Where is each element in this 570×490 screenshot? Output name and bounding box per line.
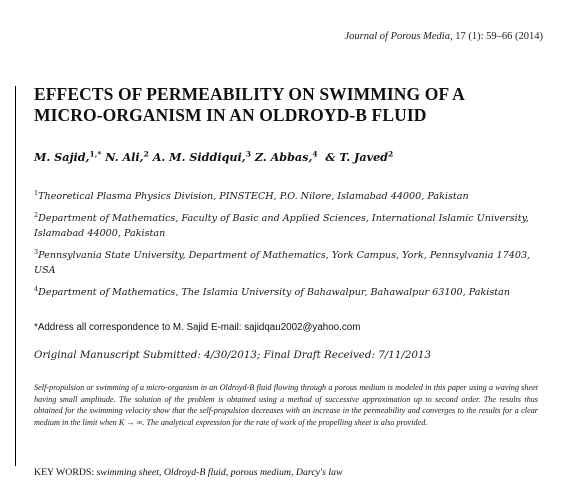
author-list xyxy=(34,149,393,164)
affiliation-3: $^3$Pennsylvania State University, Department of Mathematics, York Campus, York, Pennsylvania 17403, USA xyxy=(34,248,531,276)
abstract: Self-propulsion or swimming of a micro-organism in an Oldroyd-B fluid flowing through a porous medium is modeled in this paper using a waving sheet having small amplitude. The solution of the problem is obtained using a method of successive approximation up to second order. The results thus obtained for the swimming velocity show that the self-propulsion decreases with an increase in the permeability and converges to the results for a clear medium in the limit when K → ∞. The analytical expression for the rate of work of the propelling sheet is also provided. xyxy=(34,383,538,427)
correspondence-note xyxy=(34,322,360,333)
keywords-list: swimming sheet, Oldroyd-B fluid, porous medium, Darcy's law xyxy=(96,467,343,478)
author: & T. Javed$^2$ xyxy=(325,149,394,164)
title-line-1: EFFECTS OF PERMEABILITY ON SWIMMING OF A xyxy=(34,84,465,104)
affiliation-4: $^4$Department of Mathematics, The Islamia University of Bahawalpur, Bahawalpur 63100, Pakistan xyxy=(34,285,511,299)
author: M. Sajid,$^{1,*}$ xyxy=(34,149,102,164)
author: N. Ali,$^2$ xyxy=(105,149,149,164)
manuscript-dates: Original Manuscript Submitted: 4/30/2013; Final Draft Received: 7/11/2013 xyxy=(34,349,432,361)
author: Z. Abbas,$^4$ xyxy=(254,149,318,164)
title-line-2: MICRO-ORGANISM IN AN OLDROYD-B FLUID xyxy=(34,105,427,125)
left-margin-rule xyxy=(15,86,16,466)
affiliations xyxy=(34,186,534,304)
journal-name: Journal of Porous Media xyxy=(344,31,450,42)
author: A. M. Siddiqui,$^3$ xyxy=(152,149,251,164)
correspondence-label: *Address all correspondence to M. Sajid E-mail: xyxy=(34,322,242,333)
affiliation-1: $^1$Theoretical Plasma Physics Division, PINSTECH, P.O. Nilore, Islamabad 44000, Pakistan xyxy=(34,189,469,203)
affiliation-2: $^2$Department of Mathematics, Faculty of Basic and Applied Sciences, International Islamic University, Islamabad 44000, Pakistan xyxy=(34,211,529,240)
keywords-label: KEY WORDS: xyxy=(34,467,95,478)
journal-citation xyxy=(344,31,543,42)
correspondence-email[interactable]: sajidqau2002@yahoo.com xyxy=(244,322,361,333)
paper-title xyxy=(34,84,534,126)
journal-volume-pages: , 17 (1): 59–66 (2014) xyxy=(449,31,543,42)
keywords xyxy=(34,467,343,478)
